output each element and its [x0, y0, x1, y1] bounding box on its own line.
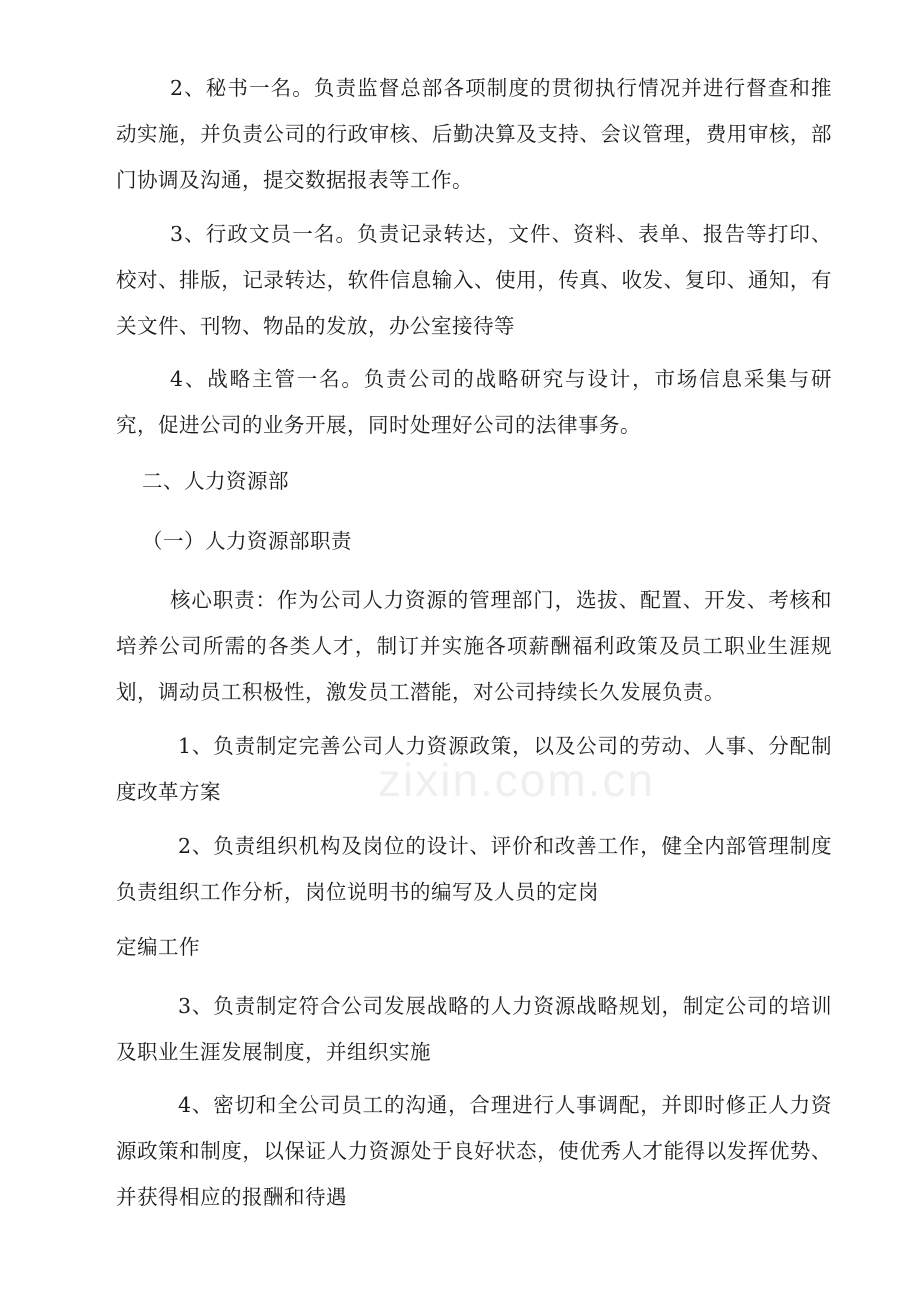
paragraph-duty-1: 1、负责制定完善公司人力资源政策，以及公司的劳动、人事、分配制度改革方案 — [116, 734, 832, 804]
paragraph-admin-clerk: 3、行政文员一名。负责记录转达，文件、资料、表单、报告等打印、校对、排版，记录转达，软件信息输入、使用，传真、收发、复印、通知，有关文件、刊物、物品的发放，办公室接待等 — [116, 222, 832, 338]
section-heading-hr: 二、人力资源部 — [142, 469, 289, 493]
subsection-heading-hr-duties: （一）人力资源部职责 — [142, 529, 352, 553]
paragraph-duty-2-continued: 定编工作 — [116, 935, 200, 959]
paragraph-secretary: 2、秘书一名。负责监督总部各项制度的贯彻执行情况并进行督查和推动实施，并负责公司的行政审核、后勤决算及支持、会议管理，费用审核，部门协调及沟通，提交数据报表等工作。 — [116, 76, 832, 192]
paragraph-duty-3: 3、负责制定符合公司发展战略的人力资源战略规划，制定公司的培训及职业生涯发展制度，并组织实施 — [116, 994, 832, 1064]
watermark: zixin.com.cn — [378, 754, 656, 806]
paragraph-strategy-manager: 4、战略主管一名。负责公司的战略研究与设计，市场信息采集与研究，促进公司的业务开展，同时处理好公司的法律事务。 — [116, 367, 832, 437]
paragraph-duty-2: 2、负责组织机构及岗位的设计、评价和改善工作，健全内部管理制度负责组织工作分析，岗位说明书的编写及人员的定岗 — [116, 834, 832, 904]
paragraph-duty-4: 4、密切和全公司员工的沟通，合理进行人事调配，并即时修正人力资源政策和制度，以保证人力资源处于良好状态，使优秀人才能得以发挥优势、并获得相应的报酬和待遇 — [116, 1093, 832, 1209]
paragraph-core-duties: 核心职责：作为公司人力资源的管理部门，选拔、配置、开发、考核和培养公司所需的各类人才，制订并实施各项薪酬福利政策及员工职业生涯规划，调动员工积极性，激发员工潜能，对公司持续长久发展负责。 — [116, 588, 832, 704]
